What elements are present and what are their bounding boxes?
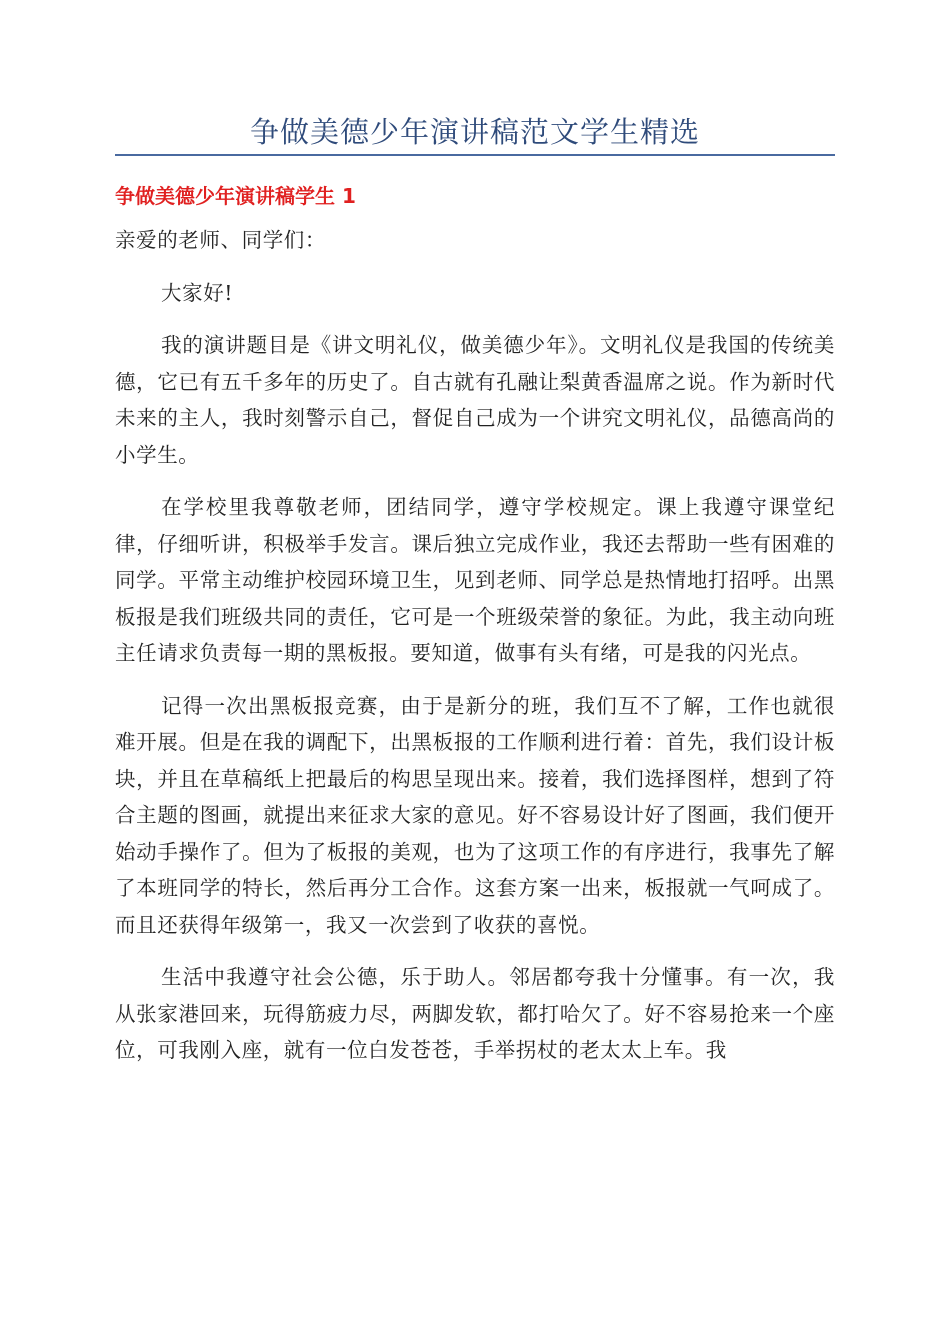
paragraph-greeting: 大家好! xyxy=(161,280,234,305)
paragraph: 我的演讲题目是《讲文明礼仪，做美德少年》。文明礼仪是我国的传统美德，它已有五千多年的历史了。自古就有孔融让梨黄香温席之说。作为新时代未来的主人，我时刻警示自己，督促自己成为一个讲究文明礼仪，品德高尚的小学生。 xyxy=(115,333,835,467)
paragraph: 记得一次出黑板报竞赛，由于是新分的班，我们互不了解，工作也就很难开展。但是在我的调配下，出黑板报的工作顺利进行着：首先，我们设计板块，并且在草稿纸上把最后的构思呈现出来。接着，我们选择图样，想到了符合主题的图画，就提出来征求大家的意见。好不容易设计好了图画，我们便开始动手操作了。但为了板报的美观，也为了这项工作的有序进行，我事先了解了本班同学的特长，然后再分工合作。这套方案一出来，板报就一气呵成了。而且还获得年级第一，我又一次尝到了收获的喜悦。 xyxy=(115,693,835,937)
document-body xyxy=(115,222,835,1085)
section-heading: 争做美德少年演讲稿学生 1 xyxy=(115,184,356,208)
salutation: 亲爱的老师、同学们： xyxy=(115,228,326,252)
paragraph: 在学校里我尊敬老师，团结同学，遵守学校规定。课上我遵守课堂纪律，仔细听讲，积极举手发言。课后独立完成作业，我还去帮助一些有困难的同学。平常主动维护校园环境卫生，见到老师、同学总是热情地打招呼。出黑板报是我们班级共同的责任，它可是一个班级荣誉的象征。为此，我主动向班主任请求负责每一期的黑板报。要知道，做事有头有绪，可是我的闪光点。 xyxy=(115,495,835,665)
paragraph: 生活中我遵守社会公德，乐于助人。邻居都夸我十分懂事。有一次，我从张家港回来，玩得筋疲力尽，两脚发软，都打哈欠了。好不容易抢来一个座位，可我刚入座，就有一位白发苍苍，手举拐杖的老太太上车。我 xyxy=(115,965,835,1062)
title-divider xyxy=(115,154,835,156)
document-title: 争做美德少年演讲稿范文学生精选 xyxy=(249,115,700,149)
